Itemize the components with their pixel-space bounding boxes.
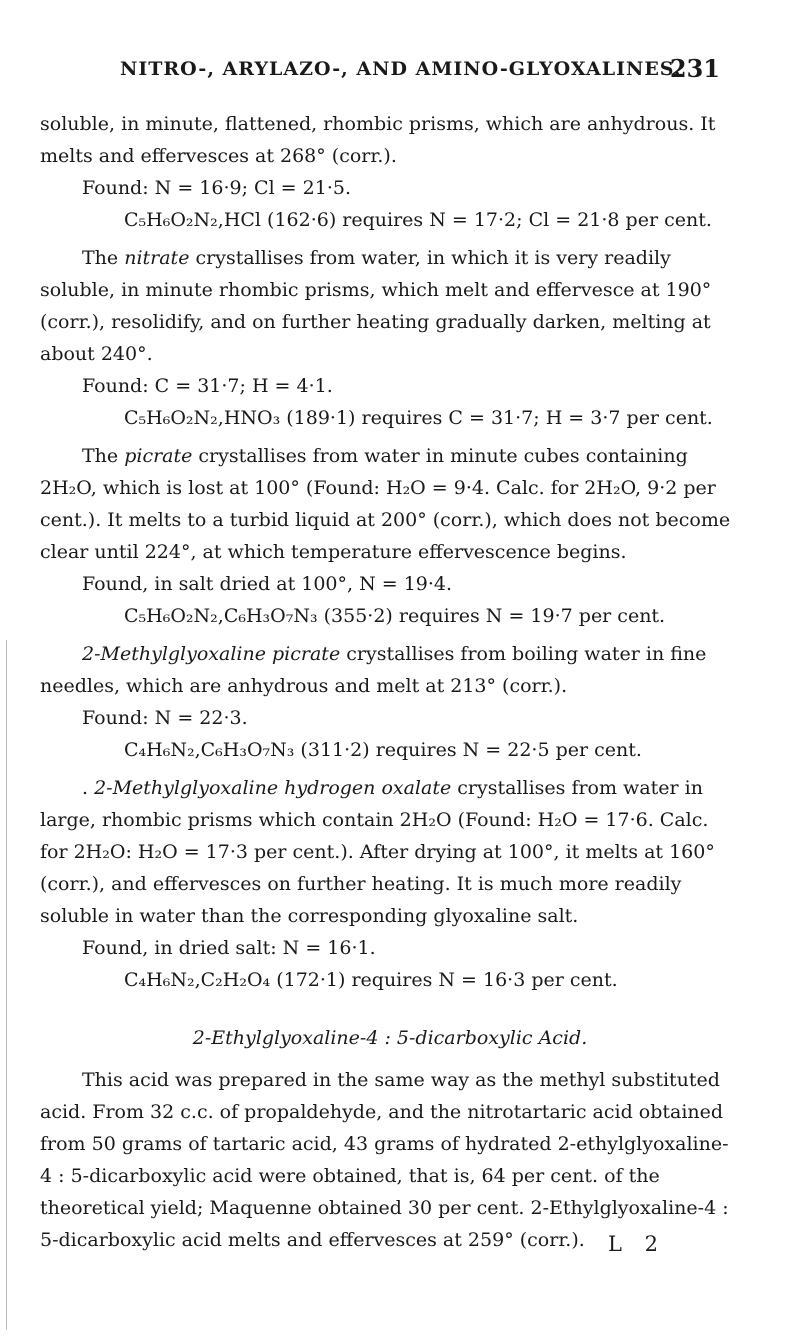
text-rest: crystallises from boiling water in fine needles, which are anhydrous and melt at 213° (corr.). — [40, 643, 707, 697]
text-rest: crystallises from water in minute cubes containing 2H₂O, which is lost at 100° (Found: H₂O = 9·4. Calc. for 2H₂O, 9·2 per cent.). It melts to a turbid liquid at 200° (corr.), which does not become clear until 224°, at which temperature effervescence begins. — [40, 445, 731, 563]
found-line: Found, in dried salt: N = 16·1. — [82, 937, 376, 959]
text-lead: . — [82, 777, 95, 799]
page-number: 231 — [669, 54, 720, 83]
compound-name: picrate — [124, 445, 193, 467]
text-lead: The — [82, 445, 125, 467]
running-title: NITRO-, ARYLAZO-, AND AMINO-GLYOXALINES. — [120, 58, 682, 80]
requires-line: C₅H₆O₂N₂,HNO₃ (189·1) requires C = 31·7; H = 3·7 per cent. — [124, 407, 713, 429]
paragraph-nitrate — [40, 242, 740, 370]
requires-line: C₄H₆N₂,C₂H₂O₄ (172·1) requires N = 16·3 per cent. — [124, 969, 618, 991]
paragraph-picrate — [40, 440, 740, 568]
compound-name: nitrate — [124, 247, 190, 269]
section-heading: 2-Ethylglyoxaline-4 : 5-dicarboxylic Acid. — [192, 1027, 588, 1049]
page-body — [40, 108, 740, 1256]
text-rest: crystallises from water in large, rhombic prisms which contain 2H₂O (Found: H₂O = 17·6. Calc. for 2H₂O: H₂O = 17·3 per cent.). After drying at 100°, it melts at 160° (corr.), and effervesces on further heating. It is much more readily soluble in water than the corresponding glyoxaline salt. — [40, 777, 715, 927]
paragraph-hydrogen-oxalate — [40, 772, 740, 932]
found-line: Found, in salt dried at 100°, N = 19·4. — [82, 573, 453, 595]
compound-name: 2-Methylglyoxaline picrate — [82, 643, 341, 665]
found-line: Found: N = 16·9; Cl = 21·5. — [82, 177, 351, 199]
text-rest: crystallises from water, in which it is very readily soluble, in minute rhombic prisms, which melt and effervesce at 190° (corr.), resolidify, and on further heating gradually darken, melting at about 240°. — [40, 247, 712, 365]
requires-line: C₅H₆O₂N₂,HCl (162·6) requires N = 17·2; Cl = 21·8 per cent. — [124, 209, 712, 231]
page-edge-shadow — [6, 640, 7, 1330]
signature-mark: L 2 — [608, 1232, 666, 1256]
paragraph: soluble, in minute, flattened, rhombic prisms, which are anhydrous. It melts and effervesces at 268° (corr.). — [40, 113, 716, 167]
text-lead: The — [82, 247, 125, 269]
requires-line: C₄H₆N₂,C₆H₃O₇N₃ (311·2) requires N = 22·5 per cent. — [124, 739, 642, 761]
paragraph-ethyl-acid: This acid was prepared in the same way as the methyl substituted acid. From 32 c.c. of propaldehyde, and the nitrotartaric acid obtained from 50 grams of tartaric acid, 43 grams of hydrated 2-ethylglyoxaline-4 : 5-dicarboxylic acid were obtained, that is, 64 per cent. of the theoretical yield; Maquenne obtained 30 per cent. 2-Ethylglyoxaline-4 : 5-dicarboxylic acid melts and effervesces at 259° (corr.). — [40, 1069, 729, 1251]
requires-line: C₅H₆O₂N₂,C₆H₃O₇N₃ (355·2) requires N = 19·7 per cent. — [124, 605, 666, 627]
found-line: Found: N = 22·3. — [82, 707, 248, 729]
found-line: Found: C = 31·7; H = 4·1. — [82, 375, 333, 397]
compound-name: 2-Methylglyoxaline hydrogen oxalate — [94, 777, 452, 799]
paragraph-methyl-picrate — [40, 638, 740, 702]
